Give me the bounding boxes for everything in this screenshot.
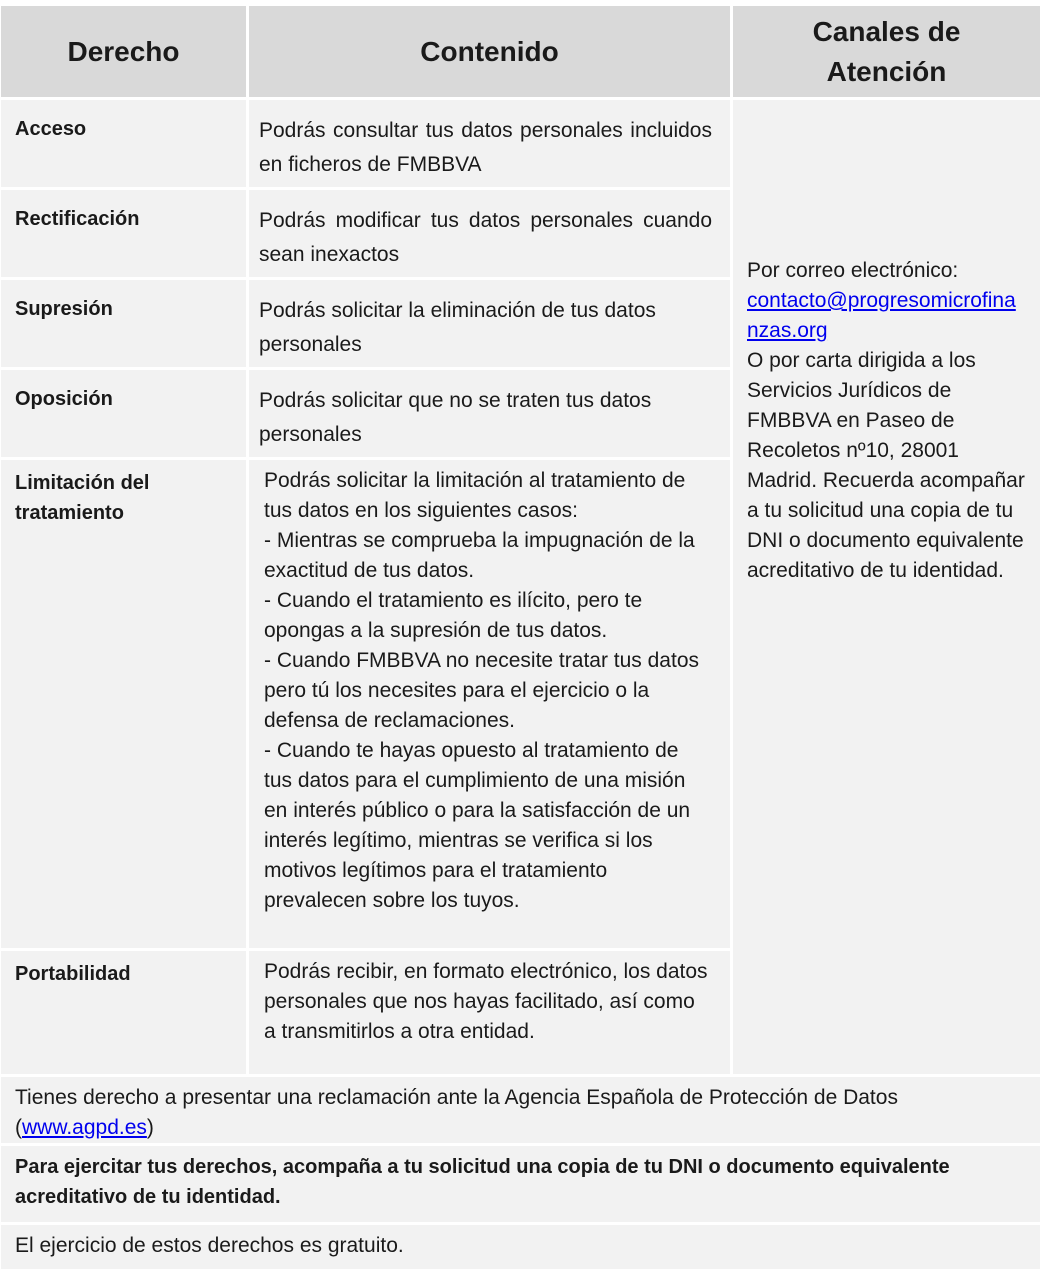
channel-email-link[interactable]: contacto@progresomicrofinanzas.org bbox=[747, 289, 1016, 342]
right-name-acceso: Acceso bbox=[1, 100, 249, 190]
channel-cell bbox=[733, 100, 1040, 1074]
limitacion-line-case3: - Cuando FMBBVA no necesite tratar tus datos pero tú los necesites para el ejercicio o la defensa de reclamaciones. bbox=[264, 649, 700, 732]
complaint-close: ) bbox=[146, 1116, 154, 1139]
right-name-supresion: Supresión bbox=[1, 280, 249, 370]
header-canales-line1: Canales de bbox=[812, 15, 961, 47]
right-content-acceso: Podrás consultar tus datos personales incluidos en ficheros de FMBBVA bbox=[249, 100, 733, 190]
right-content-portabilidad: Podrás recibir, en formato electrónico, los datos personales que nos hayas facilitado, así como a transmitirlos a otra entidad. bbox=[249, 951, 733, 1074]
table-row bbox=[1, 100, 1040, 190]
header-canales bbox=[733, 6, 1040, 100]
complaint-text: Tienes derecho a presentar una reclamación ante la Agencia Española de Protección de Datos ( bbox=[15, 1086, 898, 1139]
right-content-limitacion bbox=[249, 460, 733, 951]
right-content-supresion: Podrás solicitar la eliminación de tus datos personales bbox=[249, 280, 733, 370]
notes-section bbox=[1, 1077, 1040, 1269]
complaint-note bbox=[1, 1077, 1040, 1143]
channel-intro: Por correo electrónico: bbox=[747, 259, 959, 282]
right-name-limitacion: Limitación del tratamiento bbox=[1, 460, 249, 951]
header-canales-line2: Atención bbox=[826, 55, 947, 87]
channel-body: O por carta dirigida a los Servicios Jurídicos de FMBBVA en Paseo de Recoletos nº10, 28001 Madrid. Recuerda acompañar a tu solicitud una copia de tu DNI o documento equivalente acreditativo de tu identidad. bbox=[747, 349, 1025, 582]
right-name-rectificacion: Rectificación bbox=[1, 190, 249, 280]
rights-table bbox=[1, 6, 1040, 1074]
right-content-oposicion: Podrás solicitar que no se traten tus datos personales bbox=[249, 370, 733, 460]
right-name-portabilidad: Portabilidad bbox=[1, 951, 249, 1074]
agpd-link[interactable]: www.agpd.es bbox=[22, 1116, 147, 1139]
header-derecho: Derecho bbox=[1, 6, 249, 100]
limitacion-line-case2: - Cuando el tratamiento es ilícito, pero te opongas a la supresión de tus datos. bbox=[264, 589, 643, 642]
right-name-oposicion: Oposición bbox=[1, 370, 249, 460]
right-content-rectificacion: Podrás modificar tus datos personales cuando sean inexactos bbox=[249, 190, 733, 280]
free-note: El ejercicio de estos derechos es gratuito. bbox=[1, 1225, 1040, 1269]
header-contenido: Contenido bbox=[249, 6, 733, 100]
limitacion-line-case4: - Cuando te hayas opuesto al tratamiento de tus datos para el cumplimiento de una misión en interés público o para la satisfacción de un interés legítimo, mientras se verifica si los motivos legítimos para el tratamiento prevalecen sobre los tuyos. bbox=[264, 739, 691, 912]
table-header-row bbox=[1, 6, 1040, 100]
limitacion-line-case1: - Mientras se comprueba la impugnación de la exactitud de tus datos. bbox=[264, 529, 695, 582]
limitacion-line-intro: Podrás solicitar la limitación al tratamiento de tus datos en los siguientes casos: bbox=[264, 469, 686, 522]
exercise-note: Para ejercitar tus derechos, acompaña a tu solicitud una copia de tu DNI o documento equivalente acreditativo de tu identidad. bbox=[1, 1146, 1040, 1222]
